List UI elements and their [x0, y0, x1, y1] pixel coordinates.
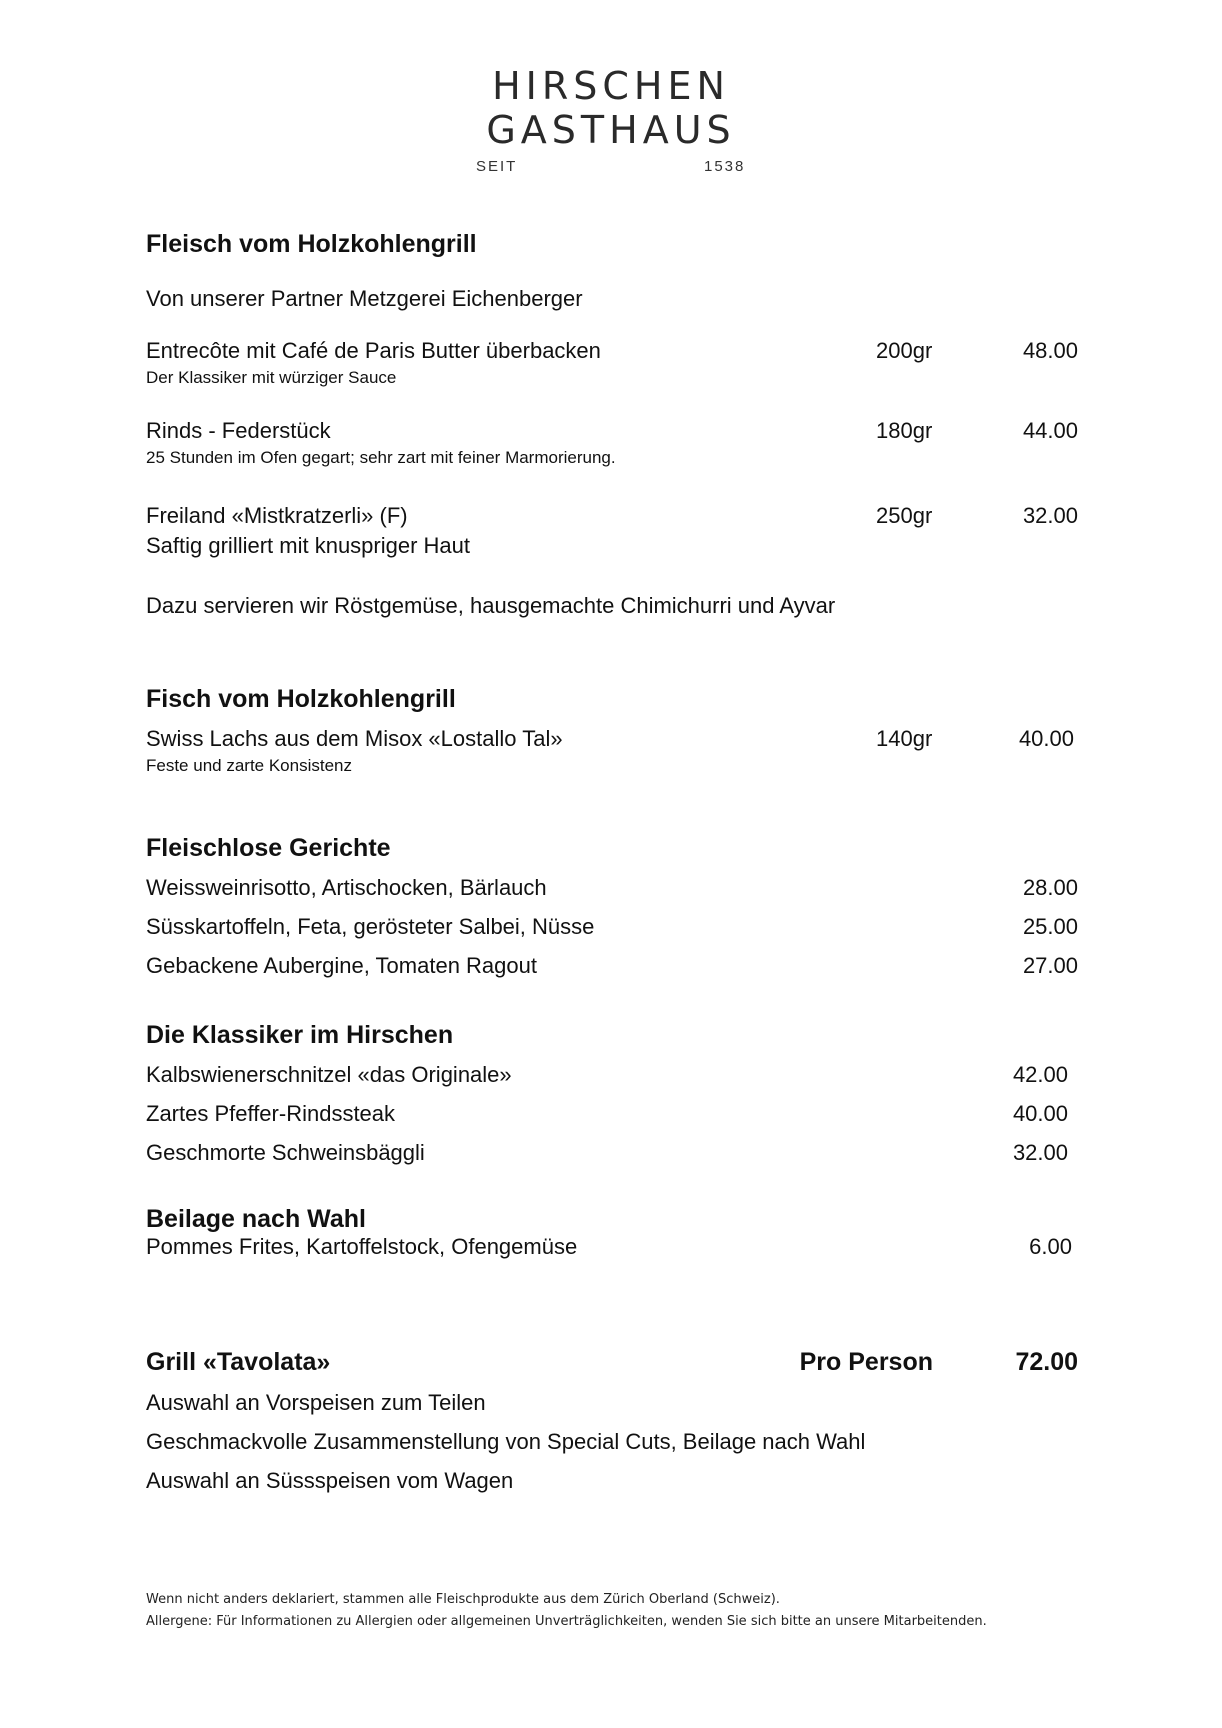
- logo-line-hirschen: HIRSCHEN: [492, 64, 730, 108]
- footer-allergen-note: Allergene: Für Informationen zu Allergien oder allgemeinen Unverträglichkeiten, wenden Sie sich bitte an unsere Mitarbeitenden.: [146, 1614, 987, 1629]
- section-heading: Fisch vom Holzkohlengrill: [146, 685, 456, 713]
- menu-item-price: 6.00: [1029, 1234, 1072, 1259]
- menu-item-price: 40.00: [1012, 1101, 1068, 1126]
- section-heading: Die Klassiker im Hirschen: [146, 1021, 454, 1049]
- menu-item-name: Pommes Frites, Kartoffelstock, Ofengemüse: [146, 1234, 578, 1259]
- menu-item-name: Zartes Pfeffer-Rindssteak: [146, 1101, 396, 1126]
- menu-item-weight: 180gr: [876, 418, 933, 443]
- menu-item-desc: Der Klassiker mit würziger Sauce: [146, 368, 397, 387]
- menu-item-name: Kalbswienerschnitzel «das Originale»: [146, 1062, 512, 1087]
- menu-item-name: Geschmorte Schweinsbäggli: [146, 1140, 425, 1165]
- menu-item-name: Süsskartoffeln, Feta, gerösteter Salbei, Nüsse: [146, 914, 595, 939]
- menu-item-weight: 140gr: [876, 726, 933, 751]
- section-heading: Grill «Tavolata»: [146, 1348, 331, 1376]
- menu-item-name: Rinds - Federstück: [146, 418, 331, 443]
- menu-item-name: Swiss Lachs aus dem Misox «Lostallo Tal»: [146, 726, 563, 751]
- menu-item-name: Gebackene Aubergine, Tomaten Ragout: [146, 953, 537, 978]
- section-heading: Beilage nach Wahl: [146, 1205, 366, 1233]
- logo-seit: SEIT: [476, 158, 518, 175]
- section-heading: Fleischlose Gerichte: [146, 834, 391, 862]
- menu-item-price: 42.00: [1012, 1062, 1068, 1087]
- menu-item-desc: Saftig grilliert mit knuspriger Haut: [146, 533, 471, 558]
- menu-item-name: Weissweinrisotto, Artischocken, Bärlauch: [146, 875, 547, 900]
- section-intro: Von unserer Partner Metzgerei Eichenberger: [146, 286, 583, 311]
- menu-item-price: 27.00: [1022, 953, 1078, 978]
- section-note: Dazu servieren wir Röstgemüse, hausgemachte Chimichurri und Ayvar: [146, 593, 836, 618]
- section-heading: Fleisch vom Holzkohlengrill: [146, 230, 477, 258]
- logo-line-gasthaus: GASTHAUS: [486, 108, 736, 152]
- menu-item-price: 32.00: [1022, 503, 1078, 528]
- menu-item-name: Freiland «Mistkratzerli» (F): [146, 503, 408, 528]
- menu-item-desc: 25 Stunden im Ofen gegart; sehr zart mit feiner Marmorierung.: [146, 448, 616, 467]
- menu-item-weight: 200gr: [876, 338, 933, 363]
- menu-item-price: 44.00: [1022, 418, 1078, 443]
- menu-item-price: 48.00: [1022, 338, 1078, 363]
- menu-item-name: Entrecôte mit Café de Paris Butter überbacken: [146, 338, 601, 363]
- menu-item-price: 25.00: [1022, 914, 1078, 939]
- tavolata-line: Auswahl an Süssspeisen vom Wagen: [146, 1468, 514, 1493]
- menu-item-price: 72.00: [1015, 1348, 1078, 1376]
- logo-year: 1538: [704, 158, 746, 175]
- menu-item-price: 40.00: [1018, 726, 1074, 751]
- menu-item-desc: Feste und zarte Konsistenz: [146, 756, 353, 775]
- footer-origin-note: Wenn nicht anders deklariert, stammen alle Fleischprodukte aus dem Zürich Oberland (Schweiz).: [146, 1592, 780, 1607]
- menu-item-price: 28.00: [1022, 875, 1078, 900]
- per-person-label: Pro Person: [799, 1348, 933, 1376]
- menu-item-price: 32.00: [1012, 1140, 1068, 1165]
- menu-item-weight: 250gr: [876, 503, 933, 528]
- tavolata-line: Geschmackvolle Zusammenstellung von Special Cuts, Beilage nach Wahl: [146, 1429, 866, 1454]
- tavolata-line: Auswahl an Vorspeisen zum Teilen: [146, 1390, 486, 1415]
